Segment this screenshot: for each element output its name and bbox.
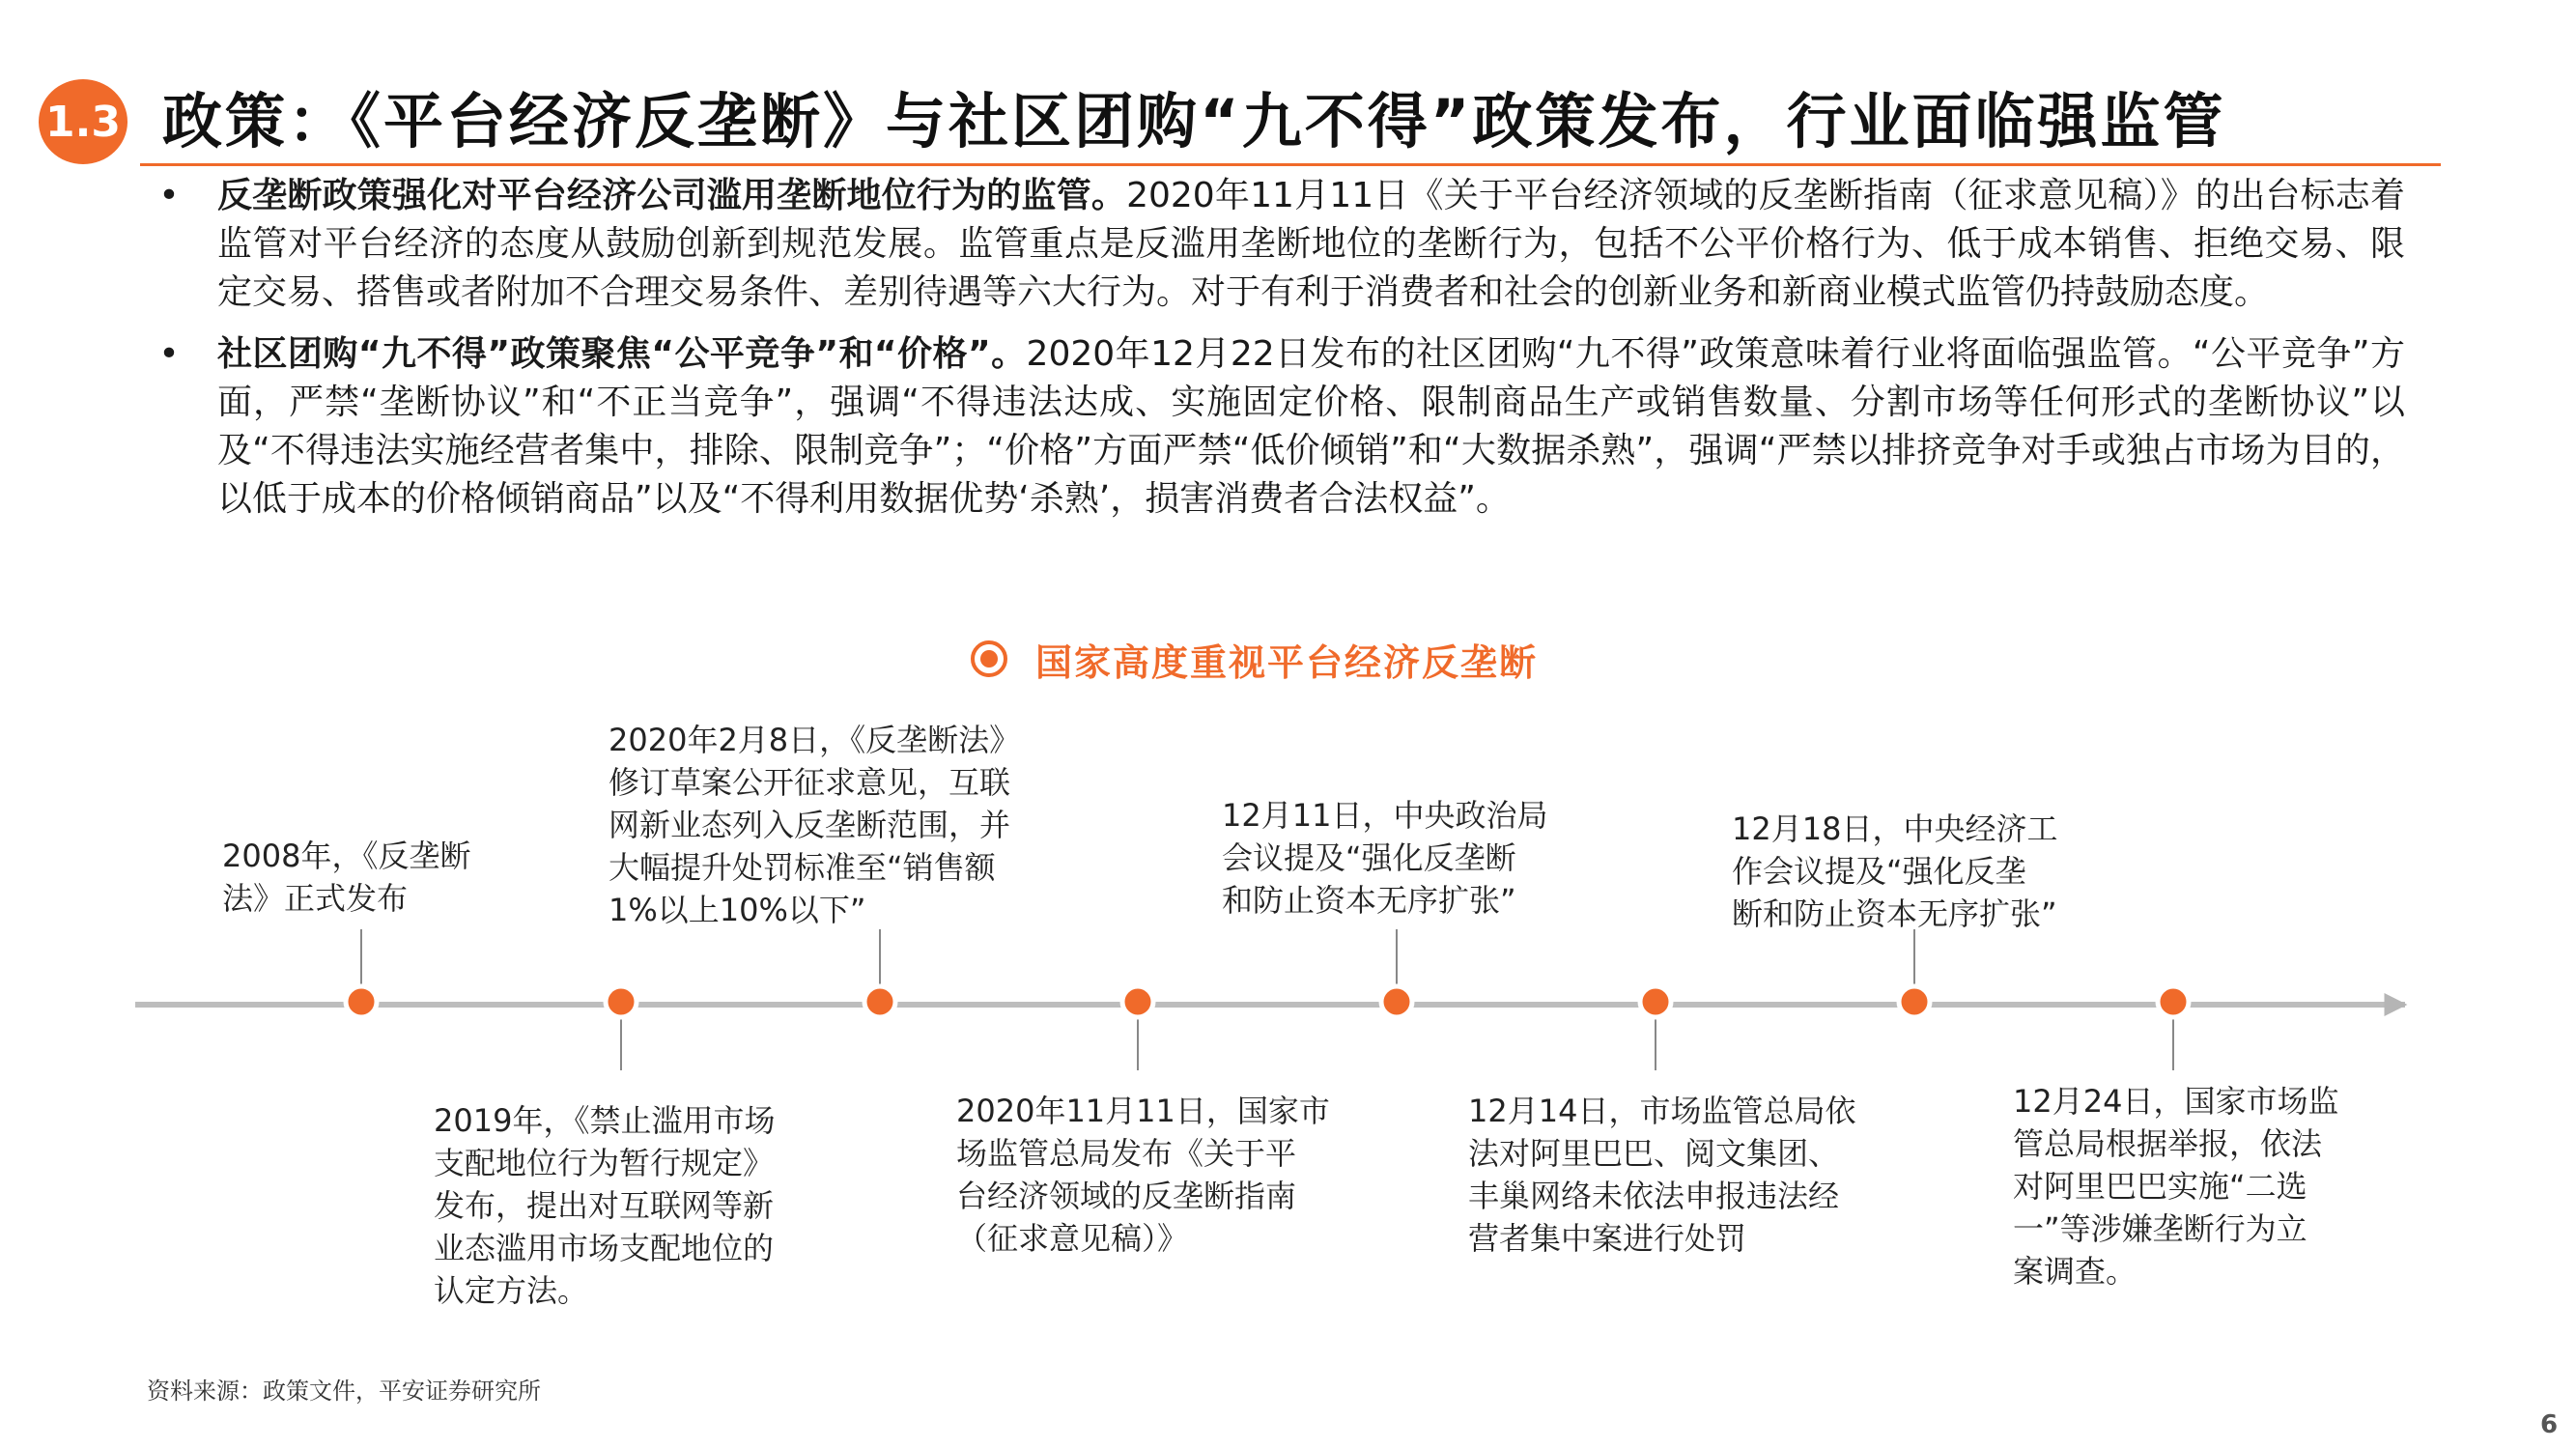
event-line: 业态滥用市场支配地位的 xyxy=(434,1230,775,1266)
event-line: 管总局根据举报，依法 xyxy=(2013,1125,2323,1162)
timeline-event-12-24 xyxy=(2013,1080,2338,1293)
event-line: 法》正式发布 xyxy=(222,880,409,917)
timeline-node xyxy=(2158,986,2189,1017)
event-line: 作会议提及“强化反垄 xyxy=(1732,853,2026,890)
timeline-event-2019 xyxy=(434,1099,775,1312)
timeline-heading xyxy=(970,630,1538,688)
bullet-marker: • xyxy=(158,176,180,215)
event-line: 台经济领域的反垄断指南 xyxy=(956,1178,1297,1214)
event-line: 一”等涉嫌垄断行为立 xyxy=(2013,1210,2307,1247)
timeline-event-2020-02 xyxy=(609,719,1020,931)
event-line: 和防止资本无序扩张” xyxy=(1222,882,1516,919)
event-line: 12月24日，国家市场监 xyxy=(2013,1083,2339,1120)
timeline-node xyxy=(606,986,637,1017)
event-line: 2020年2月8日，《反垄断法》 xyxy=(609,722,1021,758)
timeline-node xyxy=(1381,986,1412,1017)
source-note: 资料来源：政策文件，平安证券研究所 xyxy=(147,1378,541,1405)
event-line: 2019年，《禁止滥用市场 xyxy=(434,1102,776,1139)
event-line: 断和防止资本无序扩张” xyxy=(1732,895,2057,932)
timeline-node xyxy=(1640,986,1671,1017)
bullet-antitrust xyxy=(150,172,2405,317)
bullet-marker: • xyxy=(158,334,180,374)
bullet-list xyxy=(150,172,2405,524)
event-line: 法对阿里巴巴、阅文集团、 xyxy=(1468,1135,1840,1172)
event-line: 场监管总局发布《关于平 xyxy=(956,1135,1297,1172)
event-line: 网新业态列入反垄断范围，并 xyxy=(609,807,1011,843)
timeline-node xyxy=(1899,986,1930,1017)
event-line: 1%以上10%以下” xyxy=(609,892,866,928)
event-line: 对阿里巴巴实施“二选 xyxy=(2013,1168,2307,1205)
event-line: 发布，提出对互联网等新 xyxy=(434,1187,775,1224)
timeline-event-12-14 xyxy=(1468,1090,1855,1260)
timeline-event-2008 xyxy=(222,835,470,920)
timeline-node xyxy=(346,986,377,1017)
bullet-lead: 社区团购“九不得”政策聚焦“公平竞争”和“价格”。 xyxy=(217,334,1027,374)
event-line: 12月11日，中央政治局 xyxy=(1222,797,1548,834)
page-title: 政策：《平台经济反垄断》与社区团购“九不得”政策发布，行业面临强监管 xyxy=(162,86,2226,156)
event-line: 大幅提升处罚标准至“销售额 xyxy=(609,849,996,886)
timeline-heading-label: 国家高度重视平台经济反垄断 xyxy=(1035,640,1539,684)
title-divider xyxy=(140,163,2441,166)
bullet-group-buying xyxy=(150,330,2405,524)
bullet-text: 2020年11月11日《关于平台经济领域的反垄断指南（征求意见稿）》的出台标志着监管对平台经济的态度从鼓励创新到规范发展。监管重点是反滥用垄断地位的垄断行为，包括不公平价格行为、低于成本销售、拒绝交易、限定交易、搭售或者附加不合理交易条件、差别待遇等六大行为。对于有利于消费者和社会的创新业务和新商业模式监管仍持鼓励态度。 xyxy=(217,176,2405,312)
event-line: 12月18日，中央经济工 xyxy=(1732,810,2058,847)
timeline-event-12-18 xyxy=(1732,808,2057,935)
timeline-connectors xyxy=(361,929,2173,1070)
timeline-nodes xyxy=(346,986,2189,1017)
section-number-badge: 1.3 xyxy=(39,79,127,164)
target-icon xyxy=(970,639,1008,678)
bullet-text: 2020年12月22日发布的社区团购“九不得”政策意味着行业将面临强监管。“公平竞争”方面，严禁“垄断协议”和“不正当竞争”，强调“不得违法达成、实施固定价格、限制商品生产或销售数量、分割市场等任何形式的垄断协议”以及“不得违法实施经营者集中，排除、限制竞争”；“价格”方面严禁“低价倾销”和“大数据杀熟”，强调“严禁以排挤竞争对手或独占市场为目的，以低于成本的价格倾销商品”以及“不得利用数据优势‘杀熟’，损害消费者合法权益”。 xyxy=(217,334,2405,519)
bullet-lead: 反垄断政策强化对平台经济公司滥用垄断地位行为的监管。 xyxy=(217,176,1127,215)
event-line: 案调查。 xyxy=(2013,1253,2137,1290)
event-line: 认定方法。 xyxy=(434,1272,589,1309)
event-line: （征求意见稿）》 xyxy=(956,1220,1189,1257)
timeline-node xyxy=(1122,986,1153,1017)
page-number: 6 xyxy=(2540,1410,2559,1439)
timeline-event-12-11 xyxy=(1222,794,1547,922)
event-line: 会议提及“强化反垄断 xyxy=(1222,839,1516,876)
timeline-node xyxy=(864,986,895,1017)
event-line: 修订草案公开征求意见，互联 xyxy=(609,764,1011,801)
event-line: 2008年，《反垄断 xyxy=(222,838,471,874)
event-line: 丰巢网络未依法申报违法经 xyxy=(1468,1178,1840,1214)
event-line: 2020年11月11日，国家市 xyxy=(956,1093,1330,1129)
event-line: 支配地位行为暂行规定》 xyxy=(434,1145,775,1181)
event-line: 12月14日，市场监管总局依 xyxy=(1468,1093,1856,1129)
timeline-event-2020-11 xyxy=(956,1090,1330,1260)
event-line: 营者集中案进行处罚 xyxy=(1468,1220,1747,1257)
